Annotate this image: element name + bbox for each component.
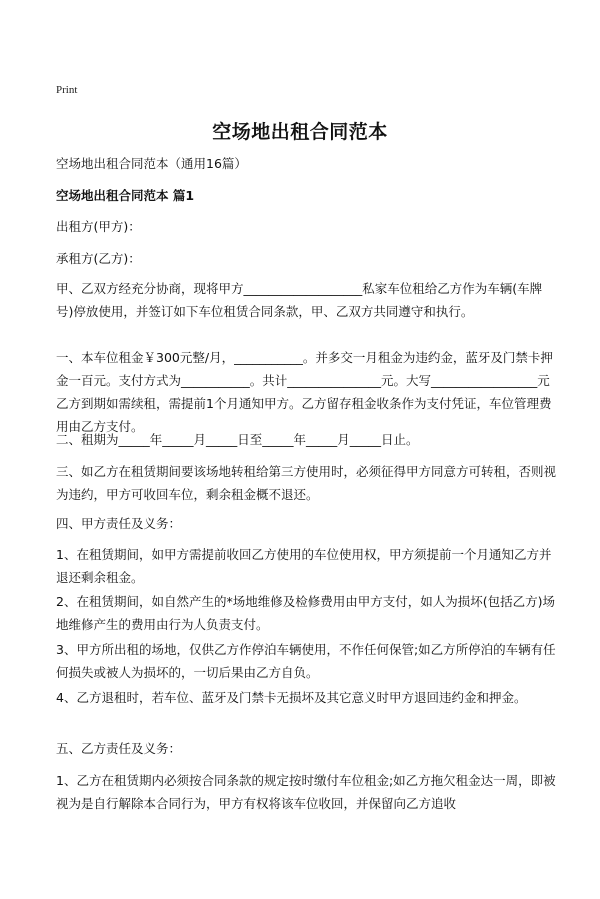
clause-4-item-4: 4、乙方退租时，若车位、蓝牙及门禁卡无损坏及其它意义时甲方退回违约金和押金。	[56, 690, 527, 705]
clause-5-item-1: 1、乙方在租赁期内必须按合同条款的规定按时缴付车位租金;如乙方拖欠租金达一周，即被视为是自行解除本合同行为，甲方有权将该车位收回，并保留向乙方追收	[56, 773, 556, 811]
clause-4-heading: 四、甲方责任及义务：	[56, 516, 182, 531]
clause-2: 二、租期为_____年_____月_____日至_____年_____月_____日止。	[56, 432, 419, 447]
subtitle: 空场地出租合同范本（通用16篇）	[56, 156, 247, 171]
clause-4-item-1: 1、在租赁期间，如甲方需提前收回乙方使用的车位使用权，甲方须提前一个月通知乙方并退还剩余租金。	[56, 547, 552, 585]
clause-4-item-2: 2、在租赁期间，如自然产生的*场地维修及检修费用由甲方支付，如人为损坏(包括乙方)场地维修产生的费用由行为人负责支付。	[56, 594, 555, 632]
clause-5-heading: 五、乙方责任及义务：	[56, 741, 182, 756]
section-heading: 空场地出租合同范本 篇1	[56, 188, 195, 203]
page-title: 空场地出租合同范本	[212, 121, 388, 143]
clause-4-item-3: 3、甲方所出租的场地，仅供乙方作停泊车辆使用，不作任何保管;如乙方所停泊的车辆有任何损失或被人为损坏的，一切后果由乙方自负。	[56, 642, 556, 680]
intro-paragraph: 甲、乙双方经充分协商，现将甲方___________________私家车位租给乙方作为车辆(车牌号)停放使用，并签订如下车位租赁合同条款，甲、乙双方共同遵守和执行。	[56, 281, 543, 319]
lessee-line: 承租方(乙方)：	[56, 251, 141, 266]
lessor-line: 出租方(甲方)：	[56, 219, 141, 234]
clause-3: 三、如乙方在租赁期间要该场地转租给第三方使用时，必须征得甲方同意方可转租，否则视为违约，甲方可收回车位，剩余租金概不退还。	[56, 464, 557, 502]
print-label: Print	[56, 84, 78, 96]
clause-1: 一、本车位租金￥300元整/月，___________。并多交一月租金为违约金，蓝牙及门禁卡押金一百元。支付方式为___________。共计_______________元。大写_________________元乙方到期如需续租，需提前1个月通知甲方。乙方留存租金收条作为支付凭证，车位管理费用由乙方支付。	[56, 350, 553, 434]
